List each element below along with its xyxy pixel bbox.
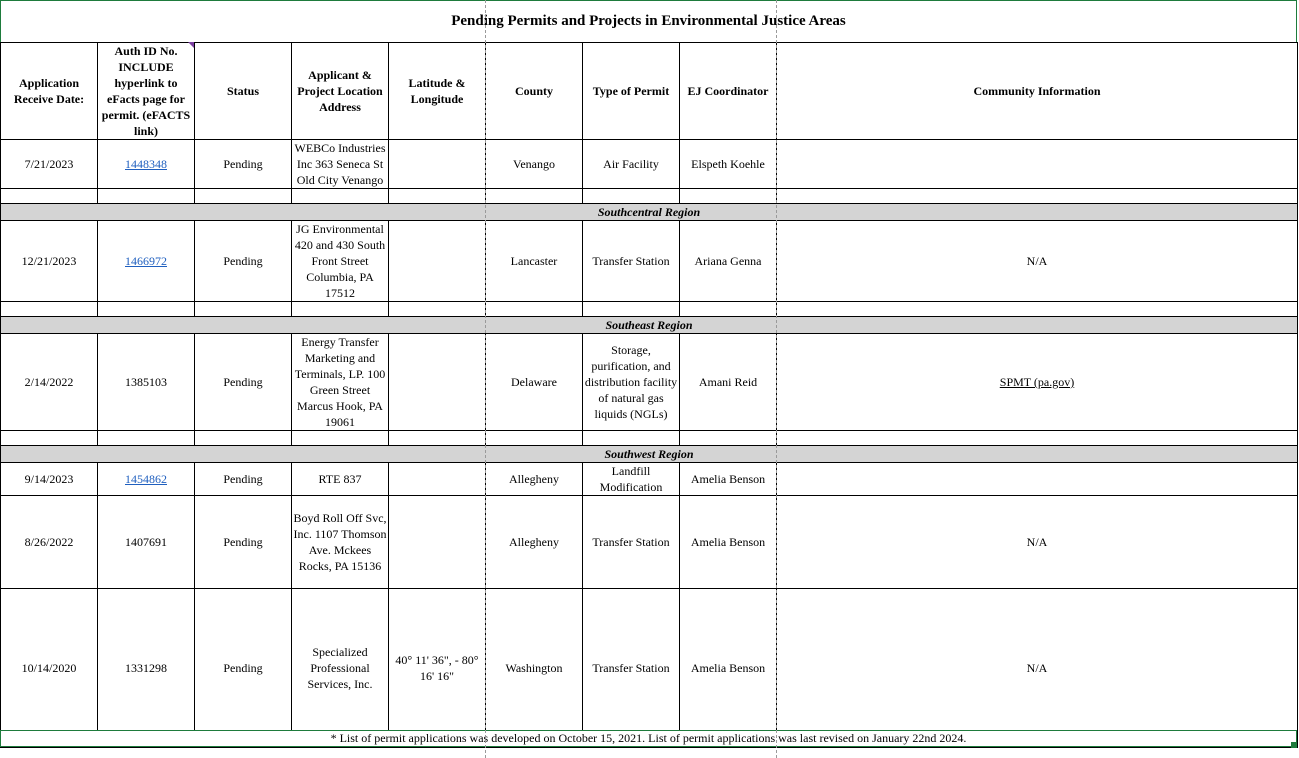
- cell-community[interactable]: [777, 463, 1298, 496]
- cell-auth-id[interactable]: 1407691: [98, 496, 195, 589]
- header-applicant[interactable]: Applicant & Project Location Address: [292, 43, 389, 140]
- cell-latlong[interactable]: [389, 334, 486, 431]
- table-row: [1, 463, 1298, 496]
- cell-status[interactable]: Pending: [195, 221, 292, 302]
- cell-community[interactable]: N/A: [777, 221, 1298, 302]
- region-row-southeast: [1, 317, 1298, 334]
- efacts-link[interactable]: 1466972: [125, 254, 167, 268]
- empty-cell[interactable]: [389, 302, 486, 317]
- empty-cell[interactable]: [292, 302, 389, 317]
- cell-date[interactable]: 10/14/2020: [1, 589, 98, 748]
- header-county[interactable]: County: [486, 43, 583, 140]
- blank-row: [1, 189, 1298, 204]
- empty-cell[interactable]: [98, 302, 195, 317]
- cell-coordinator[interactable]: Elspeth Koehle: [680, 140, 777, 189]
- cell-latlong[interactable]: [389, 463, 486, 496]
- cell-applicant[interactable]: Energy Transfer Marketing and Terminals, LP. 100 Green Street Marcus Hook, PA 19061: [292, 334, 389, 431]
- comment-indicator-icon[interactable]: [188, 42, 194, 48]
- table-row: [1, 140, 1298, 189]
- cell-applicant[interactable]: Boyd Roll Off Svc, Inc. 1107 Thomson Ave. Mckees Rocks, PA 15136: [292, 496, 389, 589]
- cell-permit-type[interactable]: Storage, purification, and distribution facility of natural gas liquids (NGLs): [583, 334, 680, 431]
- cell-auth-id[interactable]: [98, 463, 195, 496]
- empty-cell[interactable]: [195, 302, 292, 317]
- cell-permit-type[interactable]: Transfer Station: [583, 221, 680, 302]
- header-status[interactable]: Status: [195, 43, 292, 140]
- table-row: [1, 334, 1298, 431]
- empty-cell[interactable]: [486, 302, 583, 317]
- cell-status[interactable]: Pending: [195, 589, 292, 748]
- empty-cell[interactable]: [98, 189, 195, 204]
- header-coordinator[interactable]: EJ Coordinator: [680, 43, 777, 140]
- community-link[interactable]: SPMT (pa.gov): [999, 375, 1075, 389]
- cell-county[interactable]: Allegheny: [486, 496, 583, 589]
- empty-cell[interactable]: [777, 431, 1298, 446]
- empty-cell[interactable]: [1, 189, 98, 204]
- cell-community[interactable]: [777, 334, 1298, 431]
- cell-permit-type[interactable]: Transfer Station: [583, 589, 680, 748]
- cell-coordinator[interactable]: Amani Reid: [680, 334, 777, 431]
- cell-county[interactable]: Washington: [486, 589, 583, 748]
- empty-cell[interactable]: [680, 189, 777, 204]
- empty-cell[interactable]: [292, 431, 389, 446]
- cell-date[interactable]: 12/21/2023: [1, 221, 98, 302]
- empty-cell[interactable]: [583, 431, 680, 446]
- table-row: [1, 496, 1298, 589]
- footer-note[interactable]: * List of permit applications was developed on October 15, 2021. List of permit applications was last revised on January 22nd 2024.: [0, 730, 1297, 747]
- sheet-title: Pending Permits and Projects in Environmental Justice Areas: [0, 0, 1297, 42]
- empty-cell[interactable]: [389, 431, 486, 446]
- header-receive-date[interactable]: Application Receive Date:: [1, 43, 98, 140]
- cell-status[interactable]: Pending: [195, 140, 292, 189]
- permits-table: [0, 42, 1298, 748]
- cell-county[interactable]: Allegheny: [486, 463, 583, 496]
- fill-handle-icon[interactable]: [1291, 742, 1297, 748]
- empty-cell[interactable]: [1, 302, 98, 317]
- empty-cell[interactable]: [486, 189, 583, 204]
- blank-row: [1, 302, 1298, 317]
- cell-date[interactable]: 7/21/2023: [1, 140, 98, 189]
- empty-cell[interactable]: [1, 431, 98, 446]
- cell-coordinator[interactable]: Amelia Benson: [680, 463, 777, 496]
- cell-auth-id[interactable]: [98, 221, 195, 302]
- cell-date[interactable]: 9/14/2023: [1, 463, 98, 496]
- cell-applicant[interactable]: WEBCo Industries Inc 363 Seneca St Old City Venango: [292, 140, 389, 189]
- empty-cell[interactable]: [292, 189, 389, 204]
- cell-latlong[interactable]: [389, 140, 486, 189]
- region-row-southcentral: [1, 204, 1298, 221]
- header-permit-type[interactable]: Type of Permit: [583, 43, 680, 140]
- cell-county[interactable]: Delaware: [486, 334, 583, 431]
- cell-auth-id[interactable]: [98, 140, 195, 189]
- empty-cell[interactable]: [583, 302, 680, 317]
- empty-cell[interactable]: [680, 302, 777, 317]
- cell-coordinator[interactable]: Amelia Benson: [680, 496, 777, 589]
- empty-cell[interactable]: [195, 189, 292, 204]
- region-label[interactable]: Southwest Region: [1, 446, 1298, 463]
- cell-date[interactable]: 8/26/2022: [1, 496, 98, 589]
- header-auth-id[interactable]: Auth ID No. INCLUDE hyperlink to eFacts page for permit. (eFACTS link): [98, 43, 195, 140]
- cell-coordinator[interactable]: Amelia Benson: [680, 589, 777, 748]
- cell-community[interactable]: N/A: [777, 589, 1298, 748]
- cell-latlong[interactable]: 40° 11' 36", - 80° 16' 16": [389, 589, 486, 748]
- cell-date[interactable]: 2/14/2022: [1, 334, 98, 431]
- cell-community[interactable]: N/A: [777, 496, 1298, 589]
- cell-status[interactable]: Pending: [195, 496, 292, 589]
- cell-auth-id[interactable]: 1331298: [98, 589, 195, 748]
- cell-status[interactable]: Pending: [195, 334, 292, 431]
- empty-cell[interactable]: [777, 189, 1298, 204]
- cell-county[interactable]: Venango: [486, 140, 583, 189]
- cell-applicant[interactable]: Specialized Professional Services, Inc.: [292, 589, 389, 748]
- efacts-link[interactable]: 1448348: [125, 157, 167, 171]
- cell-auth-id[interactable]: 1385103: [98, 334, 195, 431]
- empty-cell[interactable]: [680, 431, 777, 446]
- cell-permit-type[interactable]: Air Facility: [583, 140, 680, 189]
- cell-permit-type[interactable]: Transfer Station: [583, 496, 680, 589]
- table-row: [1, 589, 1298, 748]
- efacts-link[interactable]: 1454862: [125, 472, 167, 486]
- empty-cell[interactable]: [583, 189, 680, 204]
- blank-row: [1, 431, 1298, 446]
- cell-status[interactable]: Pending: [195, 463, 292, 496]
- header-community[interactable]: Community Information: [777, 43, 1298, 140]
- header-row: [1, 43, 1298, 140]
- region-row-southwest: [1, 446, 1298, 463]
- empty-cell[interactable]: [486, 431, 583, 446]
- cell-applicant[interactable]: JG Environmental 420 and 430 South Front Street Columbia, PA 17512: [292, 221, 389, 302]
- region-label[interactable]: Southcentral Region: [1, 204, 1298, 221]
- empty-cell[interactable]: [195, 431, 292, 446]
- table-row: [1, 221, 1298, 302]
- cell-latlong[interactable]: [389, 221, 486, 302]
- cell-permit-type[interactable]: Landfill Modification: [583, 463, 680, 496]
- empty-cell[interactable]: [389, 189, 486, 204]
- empty-cell[interactable]: [98, 431, 195, 446]
- cell-county[interactable]: Lancaster: [486, 221, 583, 302]
- cell-latlong[interactable]: [389, 496, 486, 589]
- region-label[interactable]: Southeast Region: [1, 317, 1298, 334]
- header-latlong[interactable]: Latitude & Longitude: [389, 43, 486, 140]
- cell-coordinator[interactable]: Ariana Genna: [680, 221, 777, 302]
- cell-applicant[interactable]: RTE 837: [292, 463, 389, 496]
- cell-community[interactable]: [777, 140, 1298, 189]
- empty-cell[interactable]: [777, 302, 1298, 317]
